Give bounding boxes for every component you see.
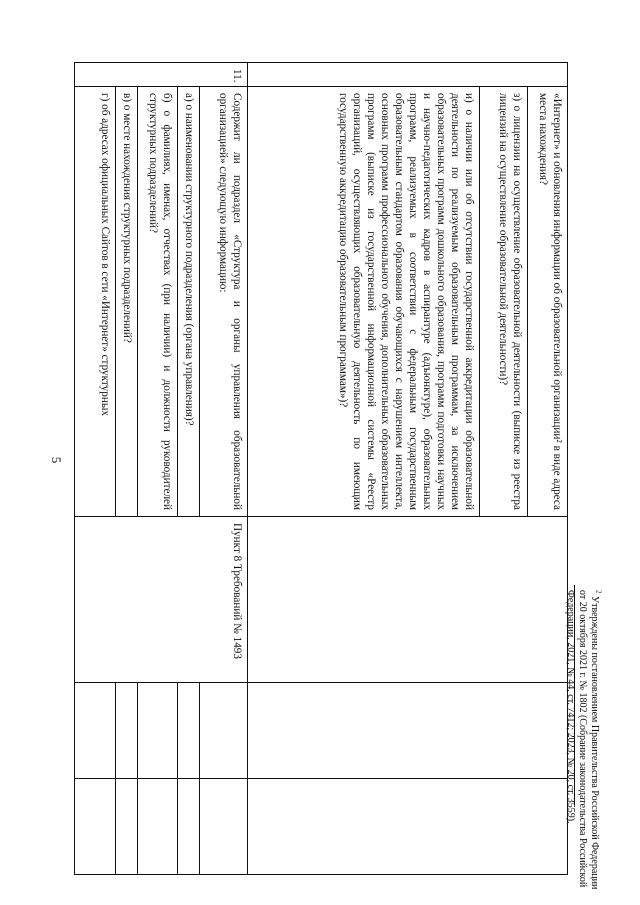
requirement-text: б) о фамилиях, именах, отчествах (при наличии) и должности руководителей структурных подразделений?	[138, 87, 178, 517]
comment-cell	[178, 779, 200, 875]
requirement-text: и) о наличии или об отсутствии государственной аккредитации образовательной деятельности по реализуемым образовательным программам, за исключением образовательных программ дошкольного образования, программ подготовки научных и научно-педагогических кадров в аспирантуре (адъюнктуре), образовательных программ, реализуемых в соответствии с федеральным государственным образовательным стандартом образования обучающихся с нарушением интеллекта, основных программ профессионального обучения, дополнительных образовательных программ (выписке из государственной информационной системы «Реестр организаций, осуществляющих образовательную деятельность по имеющим государственную аккредитацию образовательным программам»)?	[248, 87, 480, 517]
answer-cell	[116, 683, 138, 779]
requirements-table	[74, 62, 568, 875]
footnote-text: Утверждены постановлением Правительства Российской Федерации от 20 октября 2021 г. № 1802 (Собрание законодательства Российской Федерации, 2021, № 44, ст. 7412; 2023, № 20, ст. 3559).	[565, 590, 600, 890]
table-row	[116, 63, 138, 875]
answer-cell	[248, 683, 568, 779]
requirement-text: Содержит ли подраздел «Структура и органы управления образовательной организацией» следующую информацию:	[200, 87, 248, 517]
requirement-text: г) об адресах официальных Сайтов в сети «Интернет» структурных	[75, 87, 116, 517]
comment-cell	[138, 779, 178, 875]
requirement-text	[528, 87, 568, 517]
answer-cell	[200, 683, 248, 779]
legal-reference: Пункт 8 Требований № 1493	[75, 517, 248, 683]
requirement-text-content: «Интернет» и обновления информации об образовательной организации² в виде адреса места нахождения?	[537, 93, 563, 510]
table-row	[138, 63, 178, 875]
table-row	[178, 63, 200, 875]
footnote-marker: 2	[594, 590, 603, 594]
comment-cell	[75, 779, 116, 875]
answer-cell	[75, 683, 116, 779]
comment-cell	[200, 779, 248, 875]
comment-cell	[116, 779, 138, 875]
table-row	[75, 63, 116, 875]
table-row	[200, 63, 248, 875]
requirement-text: а) о наименовании структурного подразделения (органа управления)?	[178, 87, 200, 517]
requirement-text: в) о месте нахождения структурных подразделений?	[116, 87, 138, 517]
legal-reference	[248, 517, 568, 683]
row-number: 11.	[75, 63, 248, 87]
requirement-text: з) о лицензии на осуществление образовательной деятельности (выписке из реестра лицензий на осуществление образовательной деятельности)?	[480, 87, 528, 517]
rotated-content	[75, 62, 568, 874]
page-number: 5	[49, 456, 64, 464]
answer-cell	[178, 683, 200, 779]
footnote	[560, 590, 603, 900]
comment-cell	[248, 779, 568, 875]
answer-cell	[138, 683, 178, 779]
row-number	[248, 63, 568, 87]
